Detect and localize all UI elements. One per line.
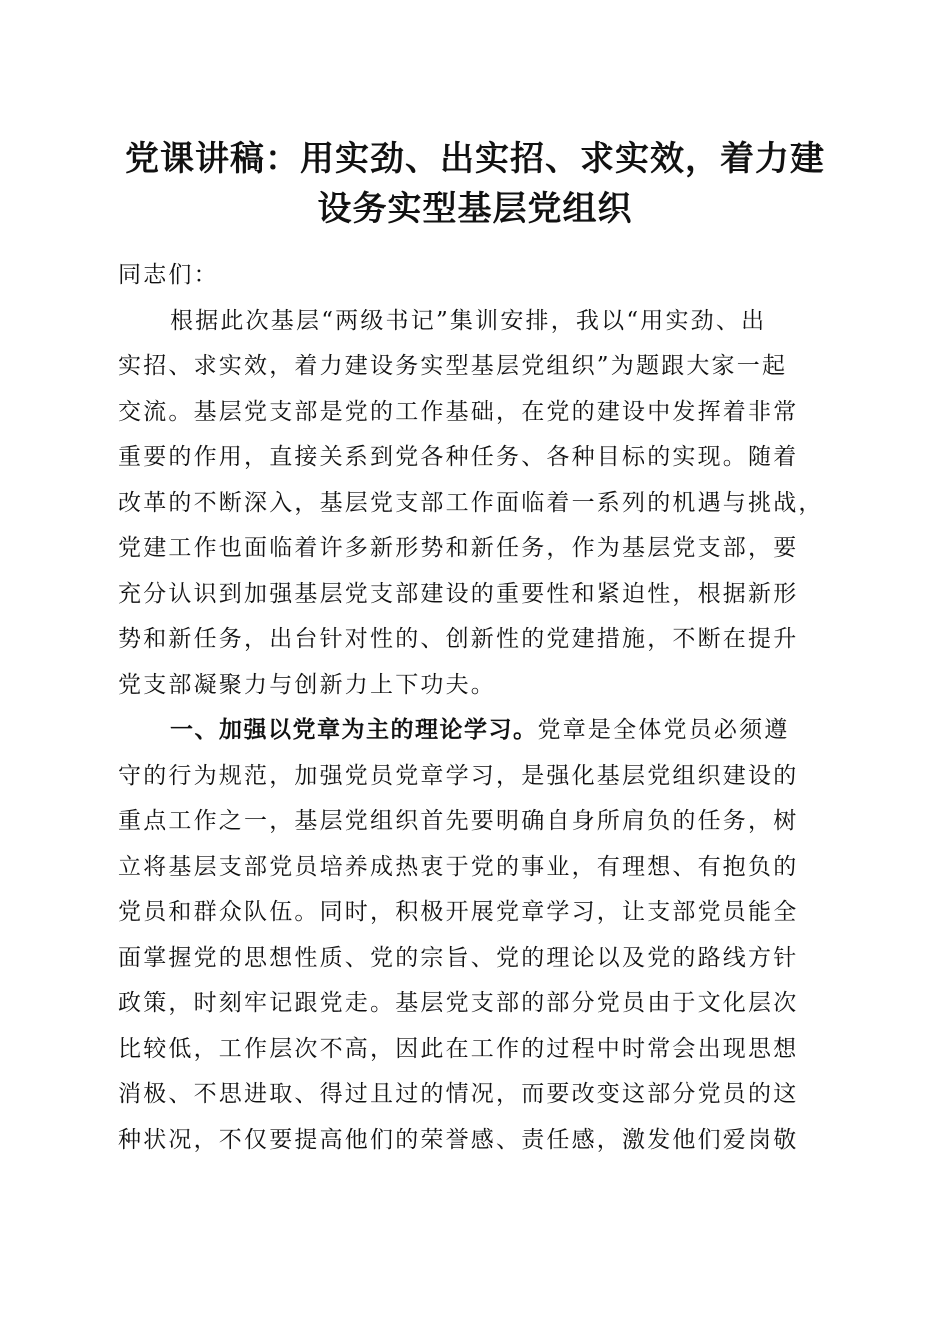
section1-line: 守的行为规范，加强党员党章学习，是强化基层党组织建设的 — [118, 762, 799, 789]
intro-line: 充分认识到加强基层党支部建设的重要性和紧迫性，根据新形 — [118, 580, 799, 607]
section1-line: 重点工作之一，基层党组织首先要明确自身所肩负的任务，树 — [118, 808, 799, 834]
document-body — [118, 253, 830, 1163]
section1-line: 立将基层支部党员培养成热衷于党的事业，有理想、有抱负的 — [118, 853, 799, 880]
section1-line: 政策，时刻牢记跟党走。基层党支部的部分党员由于文化层次 — [118, 990, 799, 1016]
section1-line: 面掌握党的思想性质、党的宗旨、党的理论以及党的路线方针 — [118, 944, 799, 971]
intro-line: 重要的作用，直接关系到党各种任务、各种目标的实现。随着 — [118, 444, 799, 470]
section1-first-line-text: 党章是全体党员必须遵 — [537, 717, 790, 743]
section1-line: 消极、不思进取、得过且过的情况，而要改变这部分党员的这 — [118, 1081, 799, 1107]
intro-line: 交流。基层党支部是党的工作基础，在党的建设中发挥着非常 — [118, 398, 799, 425]
intro-line: 势和新任务，出台针对性的、创新性的党建措施，不断在提升 — [118, 626, 799, 652]
section1-line: 党员和群众队伍。同时，积极开展党章学习，让支部党员能全 — [118, 899, 799, 925]
section1-first-line — [118, 708, 830, 754]
intro-line: 根据此次基层“两级书记”集训安排，我以“用实劲、出 — [170, 307, 767, 334]
salutation: 同志们： — [118, 262, 219, 288]
intro-line: 改革的不断深入，基层党支部工作面临着一系列的机遇与挑战， — [118, 489, 824, 516]
intro-line: 实招、求实效，着力建设务实型基层党组织”为题跟大家一起 — [118, 353, 788, 379]
document-title-line-2: 设务实型基层党组织 — [317, 189, 633, 229]
section1-heading: 一、加强以党章为主的理论学习。 — [170, 717, 538, 743]
document-title-line-1: 党课讲稿：用实劲、出实招、求实效，着力建 — [125, 139, 825, 179]
section1-line: 种状况，不仅要提高他们的荣誉感、责任感，激发他们爱岗敬 — [118, 1126, 799, 1153]
intro-line: 党建工作也面临着许多新形势和新任务，作为基层党支部，要 — [118, 535, 799, 561]
section1-line: 比较低，工作层次不高，因此在工作的过程中时常会出现思想 — [118, 1035, 799, 1062]
intro-line: 党支部凝聚力与创新力上下功夫。 — [118, 671, 496, 698]
